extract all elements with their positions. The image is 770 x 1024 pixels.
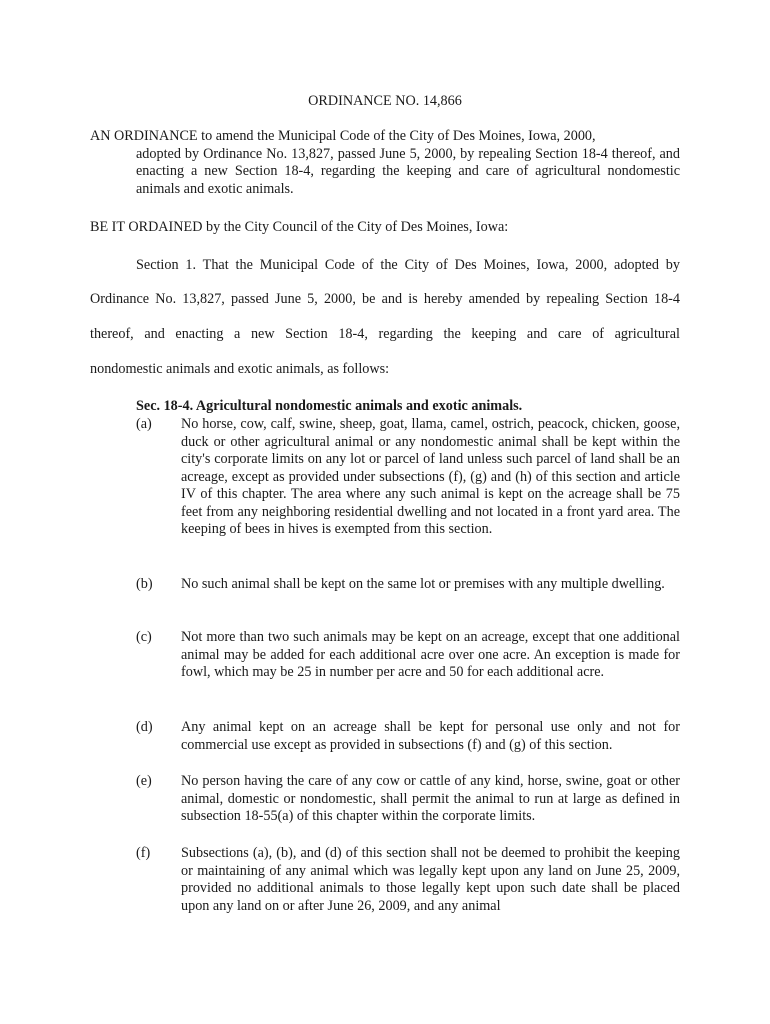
subsection-b <box>136 576 680 594</box>
subsection-text: No person having the care of any cow or cattle of any kind, horse, swine, goat or other animal, domestic or nondomestic, shall permit the animal to run at large as defined in subsection 18-55(a) of this chapter within the corporate limits. <box>181 773 680 824</box>
enacting-clause: BE IT ORDAINED by the City Council of the City of Des Moines, Iowa: <box>90 219 509 235</box>
subsection-text: Any animal kept on an acreage shall be kept for personal use only and not for commercial use except as provided in subsections (f) and (g) of this section. <box>181 719 680 753</box>
section1-line-3: thereof, and enacting a new Section 18-4, regarding the keeping and care of agricultural <box>90 326 680 342</box>
subsection-e <box>136 773 680 826</box>
subsection-text: Subsections (a), (b), and (d) of this section shall not be deemed to prohibit the keeping or maintaining of any animal which was legally kept upon any land on June 25, 2009, provided no additional animals to those legally kept upon such date shall be placed upon any land on or after June 26, 2009, and any animal <box>181 845 680 914</box>
subsection-label: (b) <box>136 576 153 592</box>
subsection-text: Not more than two such animals may be kept on an acreage, except that one additional animal may be added for each additional acre over one acre. An exception is made for fowl, which may be 25 in number per acre and 50 for each additional acre. <box>181 629 680 680</box>
subsection-label: (a) <box>136 416 152 432</box>
subsection-label: (e) <box>136 773 152 789</box>
section1-line-2: Ordinance No. 13,827, passed June 5, 2000, be and is hereby amended by repealing Section 18-4 <box>90 291 680 307</box>
ordinance-intro <box>90 128 680 198</box>
section-heading: Sec. 18-4. Agricultural nondomestic animals and exotic animals. <box>136 398 523 414</box>
subsection-text: No horse, cow, calf, swine, sheep, goat, llama, camel, ostrich, peacock, chicken, goose, duck or other agricultural animal or any nondomestic animal shall be kept within the city's corporate limits on any lot or parcel of land unless such parcel of land shall be an acreage, except as provided under subsections (f), (g) and (h) of this section and article IV of this chapter. The area where any such animal is kept on the acreage shall be 75 feet from any neighboring residential dwelling and not located in a front yard area. The keeping of bees in hives is exempted from this section. <box>181 416 680 537</box>
ordinance-title: ORDINANCE NO. 14,866 <box>308 93 462 109</box>
intro-first-line: AN ORDINANCE to amend the Municipal Code of the City of Des Moines, Iowa, 2000, <box>90 128 596 144</box>
subsection-text: No such animal shall be kept on the same lot or premises with any multiple dwelling. <box>181 576 665 592</box>
subsection-label: (d) <box>136 719 153 735</box>
subsection-a <box>136 416 680 539</box>
subsection-label: (f) <box>136 845 151 861</box>
subsection-label: (c) <box>136 629 152 645</box>
subsection-f <box>136 845 680 915</box>
section1-line-4: nondomestic animals and exotic animals, as follows: <box>90 361 390 377</box>
section1-line-1: Section 1. That the Municipal Code of the City of Des Moines, Iowa, 2000, adopted by <box>136 257 680 273</box>
intro-continuation: adopted by Ordinance No. 13,827, passed June 5, 2000, by repealing Section 18-4 thereof, and enacting a new Section 18-4, regarding the keeping and care of agricultural nondomestic animals and exotic animals. <box>136 145 680 197</box>
subsection-d <box>136 719 680 754</box>
subsection-c <box>136 629 680 682</box>
